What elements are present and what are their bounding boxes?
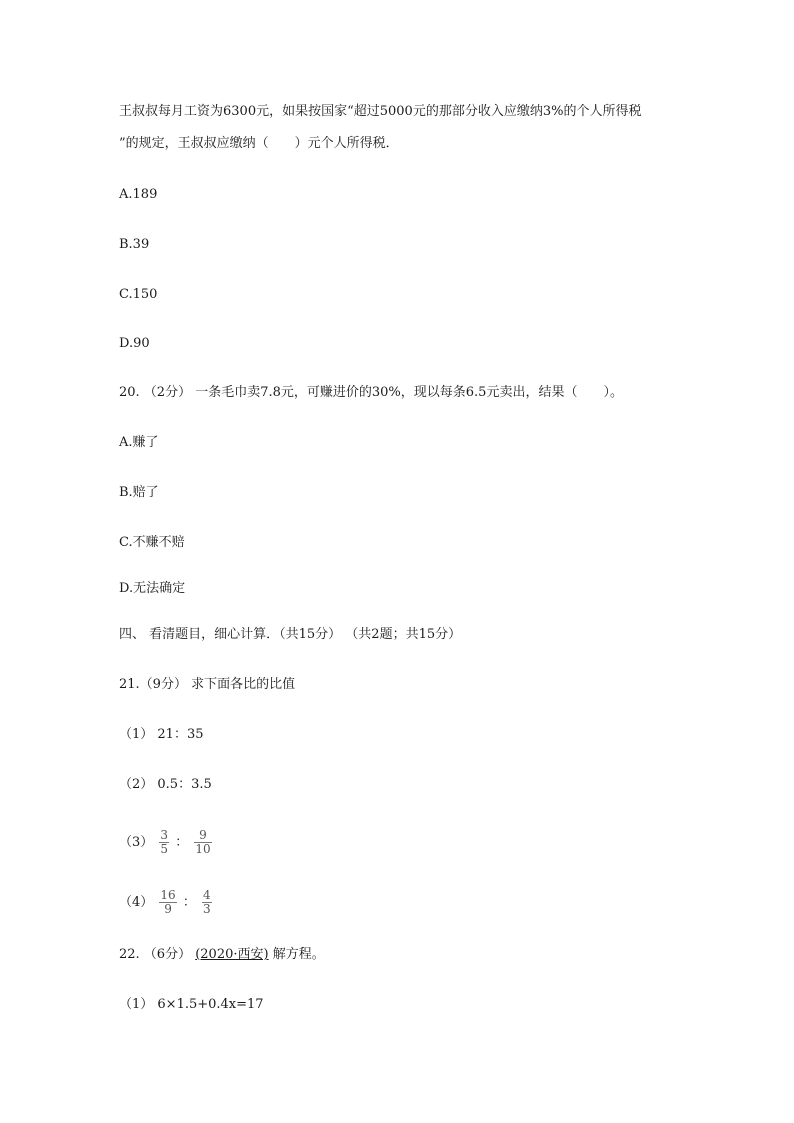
q20-option-b: B.赔了 [119, 485, 159, 500]
q21-item-1: （1） 21：35 [119, 727, 204, 742]
fraction-16-9: $\frac{16}{9}$ [160, 888, 176, 916]
fraction-9-10: $\frac{9}{10}$ [195, 828, 211, 856]
q22-text: 解方程。 [272, 947, 325, 962]
q21-item-3-label: （3） [119, 835, 154, 850]
q21-item-3 [119, 825, 214, 861]
q20-option-c: C.不赚不赔 [119, 535, 185, 550]
q20-option-d: D.无法确定 [119, 581, 186, 596]
q19-option-a: A.189 [119, 187, 158, 202]
q19-option-d: D.90 [119, 336, 150, 351]
q19-stem-line-2: ”的规定，王叔叔应缴纳（ ）元个人所得税． [119, 136, 399, 151]
q19-option-b: B.39 [119, 237, 150, 252]
q19-stem-line-1: 王叔叔每月工资为6300元，如果按国家“超过5000元的那部分收入应缴纳3%的个人所得税 [119, 104, 642, 119]
q21-stem: 21.（9分） 求下面各比的比值 [119, 677, 296, 692]
ratio-separator: ： [182, 895, 196, 910]
q21-item-4-label: （4） [119, 895, 154, 910]
q22-stem [119, 946, 325, 964]
fraction-3-5: $\frac{3}{5}$ [160, 828, 169, 856]
q20-option-a: A.赚了 [119, 435, 159, 450]
ratio-separator: ： [175, 835, 189, 850]
q20-stem: 20. （2分） 一条毛巾卖7.8元，可赚进价的30%，现以每条6.5元卖出，结果（ ）。 [119, 385, 623, 400]
q22-item-1: （1） 6×1.5+0.4x=17 [119, 997, 264, 1012]
q21-item-2: （2） 0.5：3.5 [119, 777, 212, 792]
q22-number: 22. （6分） [119, 947, 192, 962]
fraction-4-3: $\frac{4}{3}$ [203, 888, 211, 916]
q21-item-4 [119, 885, 214, 921]
section-4-heading: 四、 看清题目，细心计算．（共15分） （共2题；共15分） [119, 627, 462, 642]
q19-option-c: C.150 [119, 287, 158, 302]
q22-source-link[interactable]: (2020·西安) [195, 947, 269, 962]
